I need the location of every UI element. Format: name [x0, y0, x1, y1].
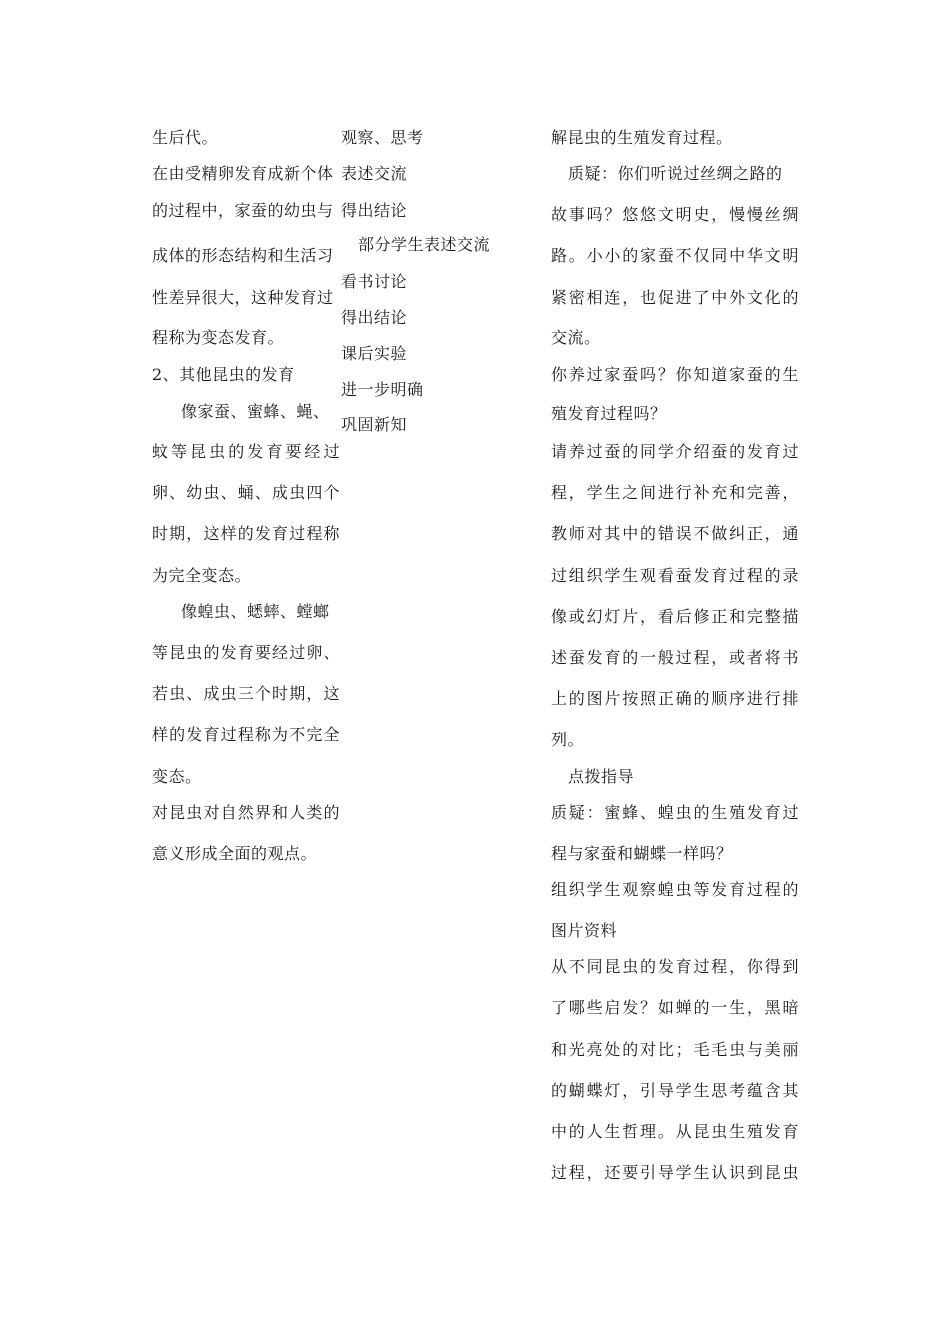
text-line: 质疑：蜜蜂、蝗虫的生殖发育过 — [551, 803, 799, 822]
text-line: 像或幻灯片，看后修正和完整描 — [551, 607, 799, 626]
text-line: 上的图片按照正确的顺序进行排 — [551, 689, 799, 708]
text-line: 像蝗虫、蟋蟀、螳螂 — [181, 602, 330, 621]
text-line: 成体的形态结构和生活习 — [152, 246, 334, 265]
text-line: 时期，这样的发育过程称 — [152, 524, 340, 543]
text-line: 故事吗？悠悠文明史，慢慢丝绸 — [551, 205, 799, 224]
text-line: 样的发育过程称为不完全 — [152, 725, 340, 744]
text-line: 殖发育过程吗？ — [551, 404, 667, 423]
activity-label: 看书讨论 — [341, 272, 408, 291]
text-line: 程，学生之间进行补充和完善， — [551, 483, 799, 502]
text-line: 蚊等昆虫的发育要经过 — [152, 442, 340, 461]
text-line: 若虫、成虫三个时期，这 — [152, 684, 340, 703]
activity-label: 巩固新知 — [341, 415, 408, 434]
text-line: 性差异很大，这种发育过 — [152, 288, 334, 307]
section-heading: 2、其他昆虫的发育 — [152, 365, 295, 384]
text-line: 和光亮处的对比；毛毛虫与美丽 — [551, 1040, 799, 1059]
text-line: 为完全变态。 — [152, 566, 252, 585]
activity-label: 得出结论 — [341, 201, 408, 220]
text-line: 等昆虫的发育要经过卵、 — [152, 643, 340, 662]
text-line: 交流。 — [551, 328, 601, 347]
text-line: 组织学生观察蝗虫等发育过程的 — [551, 880, 799, 899]
text-line: 了哪些启发？如蝉的一生，黑暗 — [551, 998, 799, 1017]
text-line: 请养过蚕的同学介绍蚕的发育过 — [551, 442, 799, 461]
text-line: 意义形成全面的观点。 — [152, 844, 318, 863]
text-line: 述蚕发育的一般过程，或者将书 — [551, 648, 799, 667]
text-line: 在由受精卵发育成新个体 — [152, 164, 334, 183]
activity-label: 课后实验 — [341, 344, 408, 363]
text-line: 紧密相连，也促进了中外文化的 — [551, 288, 799, 307]
activity-label: 部分学生表述交流 — [358, 235, 491, 254]
text-line: 过组织学生观看蚕发育过程的录 — [551, 566, 799, 585]
text-line: 过程，还要引导学生认识到昆虫 — [551, 1163, 799, 1182]
text-line: 程与家蚕和蝴蝶一样吗？ — [551, 844, 733, 863]
text-line: 生后代。 — [152, 128, 219, 147]
text-line: 的过程中，家蚕的幼虫与 — [152, 201, 334, 220]
text-line: 教师对其中的错误不做纠正，通 — [551, 524, 799, 543]
activity-label: 得出结论 — [341, 308, 408, 327]
text-line: 像家蚕、蜜蜂、蝇、 — [181, 402, 330, 421]
activity-label: 进一步明确 — [341, 380, 424, 399]
text-line: 解昆虫的生殖发育过程。 — [551, 128, 733, 147]
text-line: 的蝴蝶灯，引导学生思考蕴含其 — [551, 1081, 799, 1100]
text-line: 列。 — [551, 730, 585, 749]
text-line: 图片资料 — [551, 921, 618, 940]
text-line: 质疑：你们听说过丝绸之路的 — [568, 164, 783, 183]
activity-label: 观察、思考 — [341, 128, 424, 147]
section-heading: 点拨指导 — [568, 767, 635, 786]
text-line: 卵、幼虫、蛹、成虫四个 — [152, 483, 340, 502]
activity-label: 表述交流 — [341, 164, 408, 183]
text-line: 中的人生哲理。从昆虫生殖发育 — [551, 1122, 799, 1141]
text-line: 变态。 — [152, 767, 202, 786]
text-line: 路。小小的家蚕不仅同中华文明 — [551, 246, 799, 265]
text-line: 程称为变态发育。 — [152, 328, 285, 347]
text-line: 你养过家蚕吗？你知道家蚕的生 — [551, 365, 799, 384]
text-line: 从不同昆虫的发育过程，你得到 — [551, 957, 799, 976]
text-line: 对昆虫对自然界和人类的 — [152, 803, 340, 822]
